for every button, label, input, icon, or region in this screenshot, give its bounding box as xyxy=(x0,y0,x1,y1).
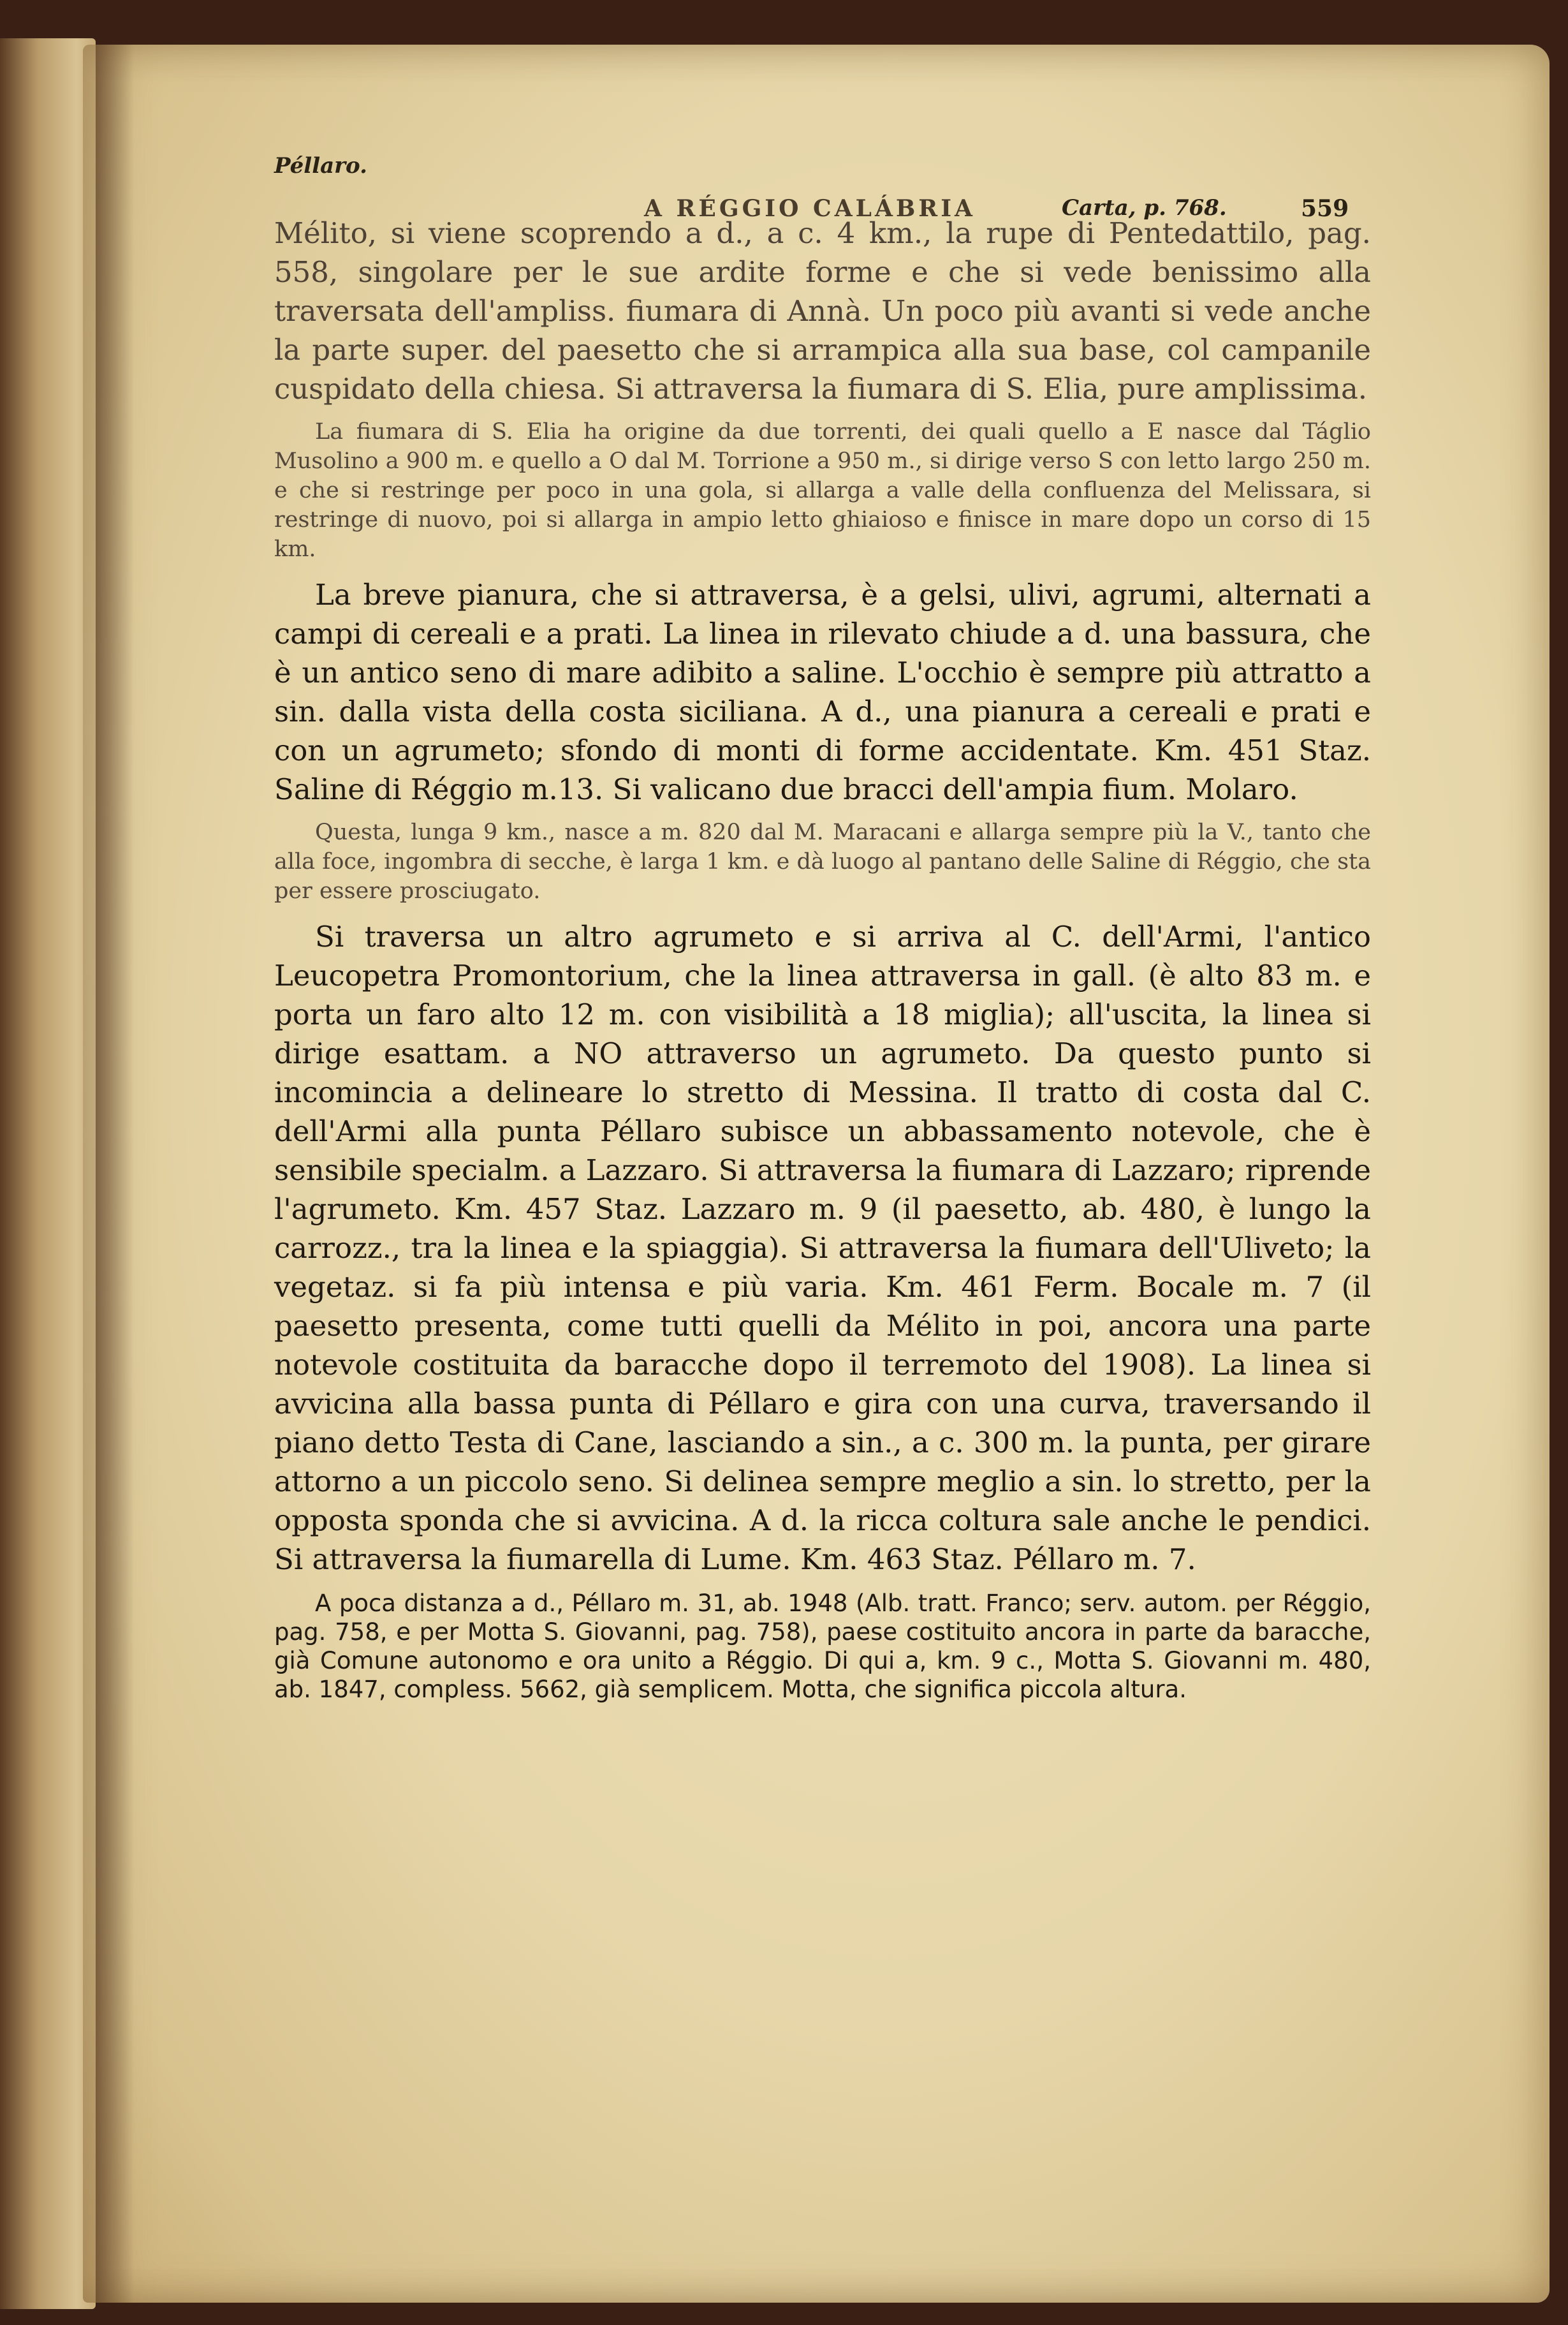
footnote-fiumara-molaro: Questa, lunga 9 km., nasce a m. 820 dal M. Maracani e allarga sempre più la V., tanto che alla foce, ingombra di secche, è larga 1 km. e dà luogo al pantano delle Saline di Réggio, che sta per essere prosciugato. xyxy=(274,820,1371,904)
facing-page-edge xyxy=(0,38,96,2309)
page-gutter-shadow xyxy=(96,45,134,2303)
page-body xyxy=(274,214,1371,1715)
paragraph-1: Mélito, si viene scoprendo a d., a c. 4 km., la rupe di Pentedattilo, pag. 558, singolare per le sue ardite forme e che si vede benissimo alla traversata dell'ampliss. fiumara di Annà. Un poco più avanti si vede anche la parte super. del paesetto che si arrampica alla sua base, col campanile cuspidato della chiesa. Si attraversa la fiumara di S. Elia, pure amplissima. xyxy=(274,216,1371,406)
paragraph-2: La breve pianura, che si attraversa, è a gelsi, ulivi, agrumi, alternati a campi di cereali e a prati. La linea in rilevato chiude a d. una bassura, che è un antico seno di mare adibito a saline. L'occhio è sempre più attratto a sin. dalla vista della costa siciliana. A d., una pianura a cereali e prati e con un agrumeto; sfondo di monti di forme accidentate. Km. 451 Staz. Saline di Réggio m.13. Si valicano due bracci dell'ampia fium. Molaro. xyxy=(274,578,1371,806)
paragraph-3: Si traversa un altro agrumeto e si arriva al C. dell'Armi, l'antico Leucopetra Promontorium, che la linea attraversa in gall. (è alto 83 m. e porta un faro alto 12 m. con visibilità a 18 miglia); all'uscita, la linea si dirige esattam. a NO attraverso un agrumeto. Da questo punto si incomincia a delineare lo stretto di Messina. Il tratto di costa dal C. dell'Armi alla punta Péllaro subisce un abbassamento notevole, che è sensibile specialm. a Lazzaro. Si attraversa la fiumara di Lazzaro; riprende l'agrumeto. Km. 457 Staz. Lazzaro m. 9 (il paesetto, ab. 480, è lungo la carrozz., tra la linea e la spiaggia). Si attraversa la fiumara dell'Uliveto; la vegetaz. si fa più intensa e più varia. Km. 461 Ferm. Bocale m. 7 (il paesetto presenta, come tutti quelli da Mélito in poi, ancora una parte notevole costituita da baracche dopo il terremoto del 1908). La linea si avvicina alla bassa punta di Péllaro e gira con una curva, traversando il piano detto Testa di Cane, lasciando a sin., a c. 300 m. la punta, per girare attorno a un piccolo seno. Si delinea sempre meglio a sin. lo stretto, per la opposta sponda che si avvicina. A d. la ricca coltura sale anche le pendici. Si attraversa la fiumarella di Lume. Km. 463 Staz. Péllaro m. 7. xyxy=(274,920,1371,1576)
footnote-pellaro: A poca distanza a d., Péllaro m. 31, ab. 1948 (Alb. tratt. Franco; serv. autom. per Réggio, pag. 758, e per Motta S. Giovanni, pag. 758), paese costituito ancora in parte da baracche, già Comune autonomo e ora unito a Réggio. Di qui a, km. 9 c., Motta S. Giovanni m. 480, ab. 1847, compless. 5662, già semplicem. Motta, che significa piccola altura. xyxy=(274,1590,1371,1703)
running-head: Péllaro. xyxy=(274,153,367,179)
page-header xyxy=(274,153,1371,222)
header-title: A RÉGGIO CALÁBRIA xyxy=(644,195,976,222)
footnote-fiumara-s-elia: La fiumara di S. Elia ha origine da due torrenti, dei quali quello a E nasce dal Táglio Musolino a 900 m. e quello a O dal M. Torrione a 950 m., si dirige verso S con letto largo 250 m. e che si restringe per poco in una gola, si allarga a valle della confluenza del Melissara, si restringe di nuovo, poi si allarga in ampio letto ghiaioso e finisce in mare dopo un corso di 15 km. xyxy=(274,419,1371,562)
map-reference: Carta, p. 768. xyxy=(1062,195,1227,221)
page-number: 559 xyxy=(1301,195,1349,222)
